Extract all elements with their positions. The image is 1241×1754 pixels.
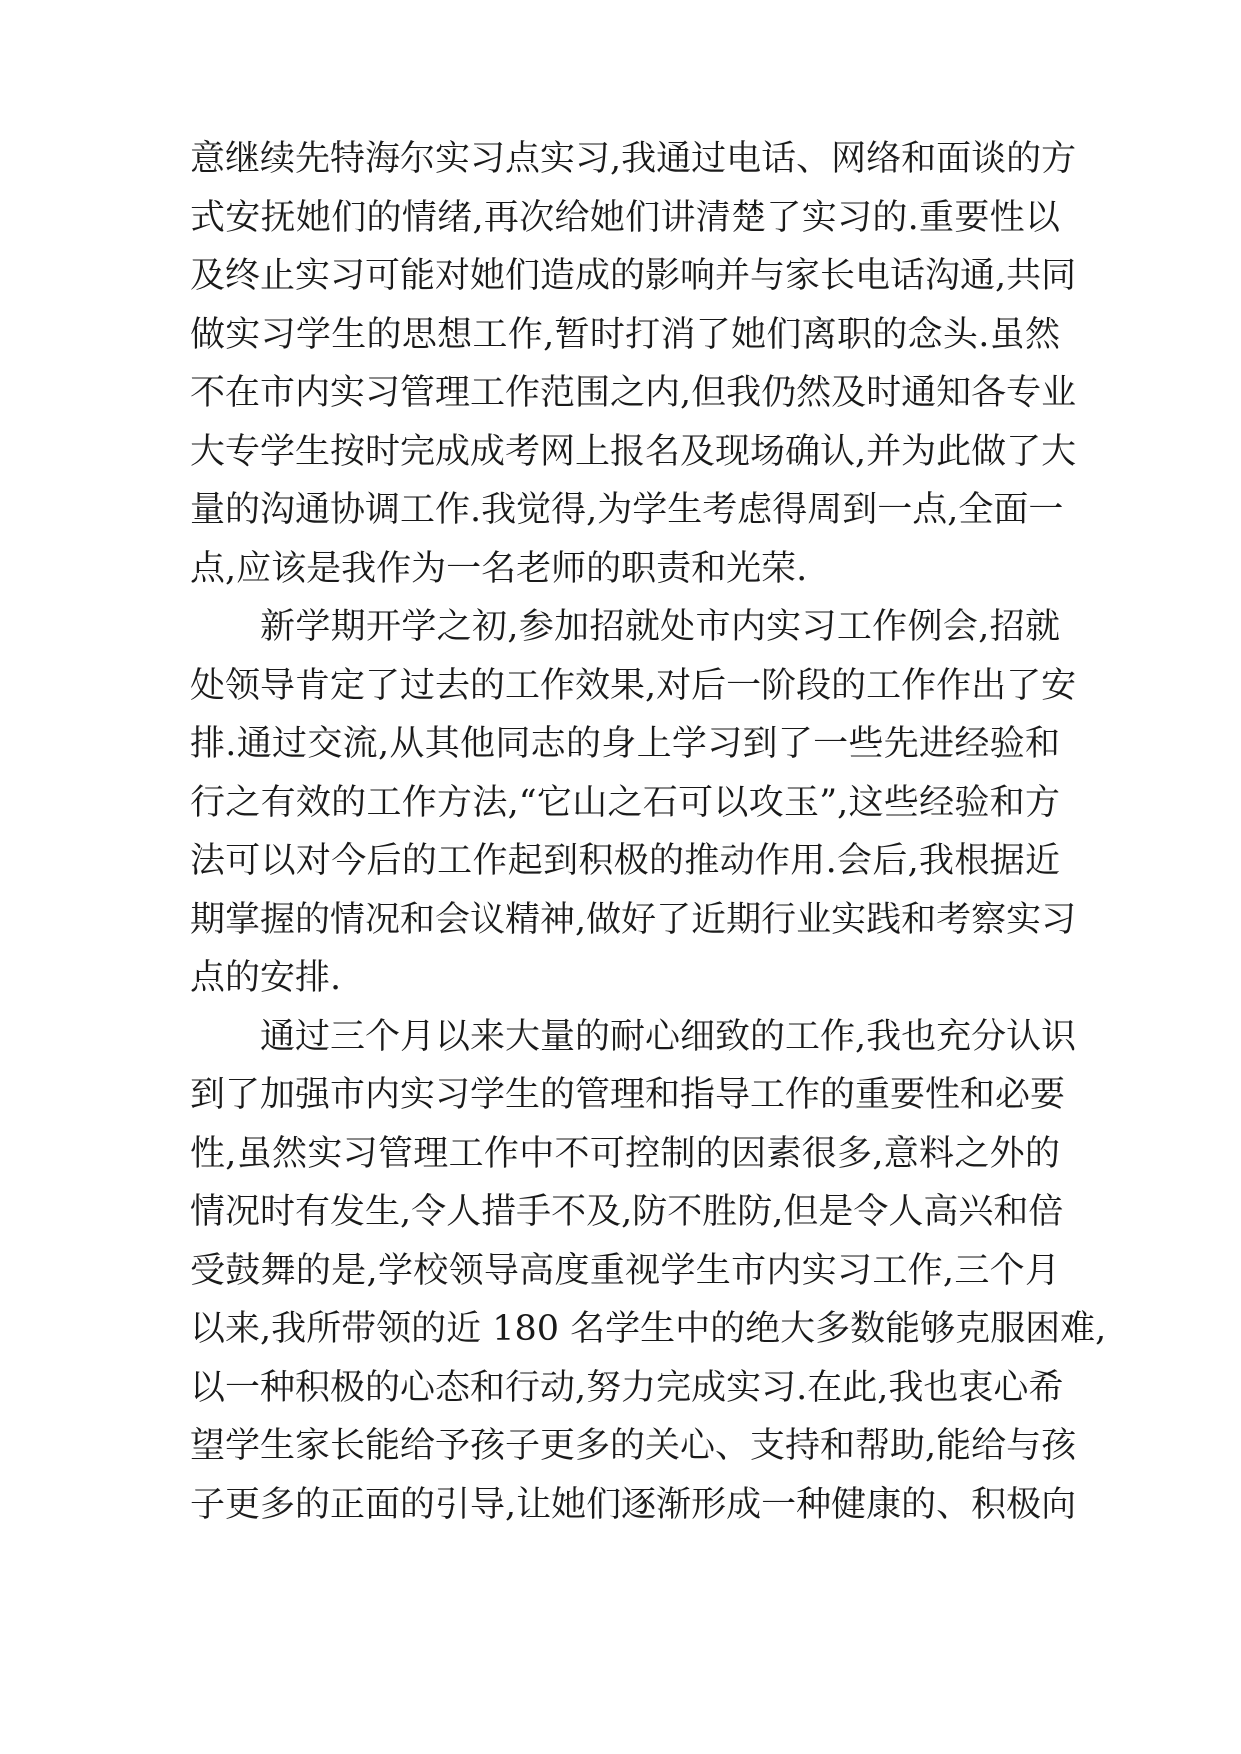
text-line: 性,虽然实习管理工作中不可控制的因素很多,意料之外的: [190, 1133, 1060, 1174]
paragraph-2: [190, 598, 1077, 1008]
text-line: 通过三个月以来大量的耐心细致的工作,我也充分认识: [260, 1016, 1077, 1057]
paragraph-1: [190, 130, 1077, 598]
text-line: 不在市内实习管理工作范围之内,但我仍然及时通知各专业: [190, 373, 1077, 413]
text-line: 及终止实习可能对她们造成的影响并与家长电话沟通,共同: [190, 256, 1077, 296]
text-line: 子更多的正面的引导,让她们逐渐形成一种健康的、积极向: [190, 1484, 1077, 1525]
text-line: 法可以对今后的工作起到积极的推动作用.会后,我根据近: [190, 841, 1060, 881]
text-line: 排.通过交流,从其他同志的身上学习到了一些先进经验和: [190, 724, 1060, 764]
text-line: 望学生家长能给予孩子更多的关心、支持和帮助,能给与孩: [190, 1426, 1077, 1466]
text-line: 以来,我所带领的近 180 名学生中的绝大多数能够克服困难,: [190, 1309, 1107, 1349]
text-line: 行之有效的工作方法,“它山之石可以攻玉”,这些经验和方: [190, 782, 1060, 823]
text-line: 做实习学生的思想工作,暂时打消了她们离职的念头.虽然: [190, 314, 1060, 355]
text-line: 到了加强市内实习学生的管理和指导工作的重要性和必要: [190, 1075, 1066, 1115]
paragraph-3: [190, 1008, 1107, 1535]
text-line: 受鼓舞的是,学校领导高度重视学生市内实习工作,三个月: [190, 1250, 1060, 1291]
text-line: 情况时有发生,令人措手不及,防不胜防,但是令人高兴和倍: [190, 1192, 1064, 1232]
text-line: 量的沟通协调工作.我觉得,为学生考虑得周到一点,全面一: [190, 490, 1064, 530]
text-line: 大专学生按时完成成考网上报名及现场确认,并为此做了大: [190, 431, 1077, 472]
text-line: 处领导肯定了过去的工作效果,对后一阶段的工作作出了安: [190, 665, 1077, 706]
text-line: 式安抚她们的情绪,再次给她们讲清楚了实习的.重要性以: [190, 197, 1060, 238]
body-text: [190, 130, 1107, 1534]
text-line: 点,应该是我作为一名老师的职责和光荣.: [190, 548, 808, 589]
text-line: 点的安排.: [190, 958, 342, 998]
text-line: 期掌握的情况和会议精神,做好了近期行业实践和考察实习: [190, 899, 1077, 940]
text-line: 以一种积极的心态和行动,努力完成实习.在此,我也衷心希: [190, 1367, 1064, 1408]
text-line: 新学期开学之初,参加招就处市内实习工作例会,招就: [260, 607, 1060, 647]
text-line: 意继续先特海尔实习点实习,我通过电话、网络和面谈的方: [190, 139, 1077, 179]
